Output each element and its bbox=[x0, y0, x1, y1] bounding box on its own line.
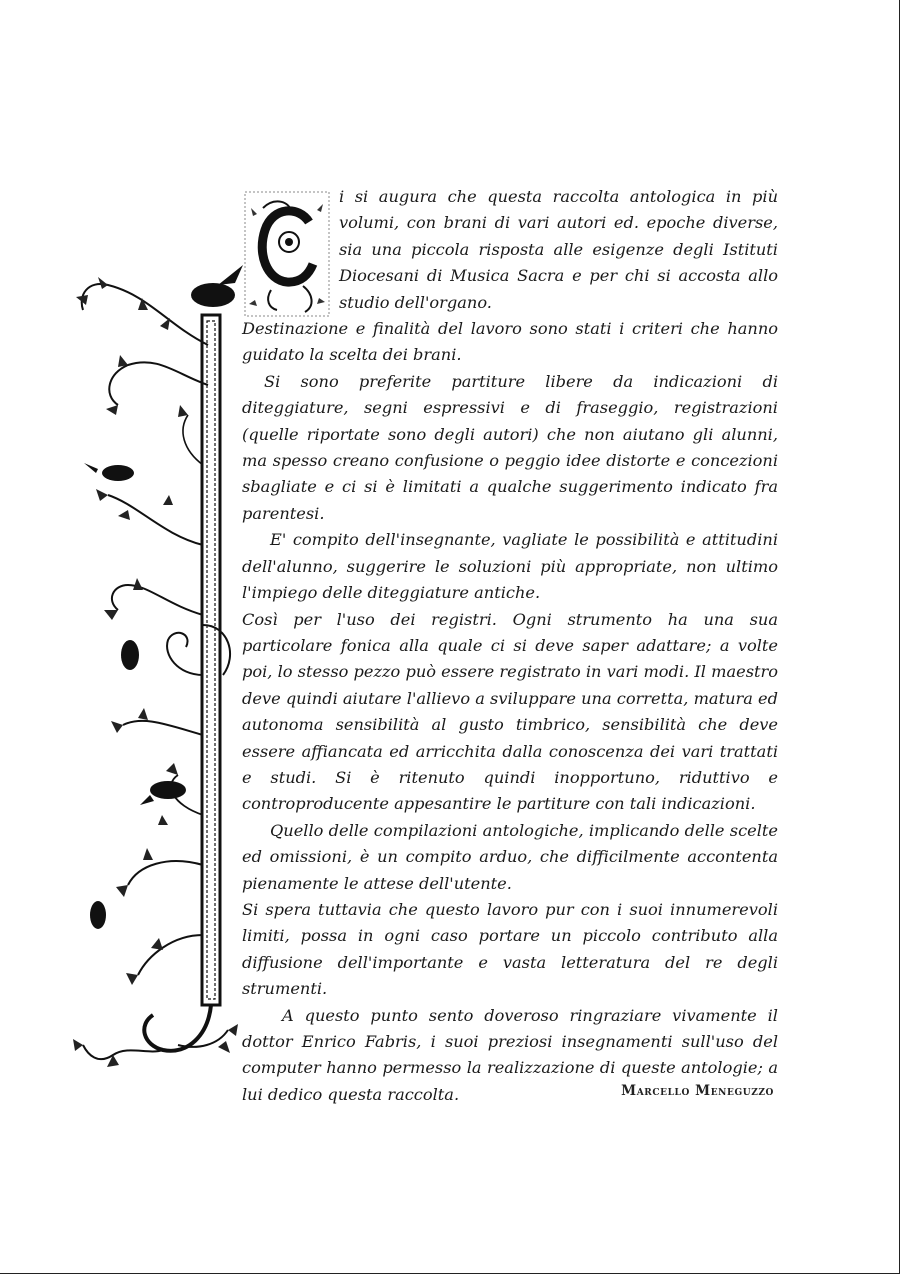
body-text bbox=[242, 184, 778, 1108]
paragraph-8: A questo punto sento doveroso ringraziare vivamente il dottor Enrico Fabris, i suoi preziosi insegnamenti sull'uso del computer hanno permesso la realizzazione di queste antologie; a lui dedico questa raccolta. bbox=[242, 1005, 778, 1104]
paragraph-4: E' compito dell'insegnante, vagliate le possibilità e attitudini dell'alunno, suggerire le soluzioni più appropriate, non ultimo l'impiego delle diteggiature antiche. bbox=[242, 530, 778, 603]
paragraph-3: Si sono preferite partiture libere da indicazioni di diteggiature, segni espressivi e di fraseggio, registrazioni (quelle riportate sono degli autori) che non aiutano gli alunni, ma spesso creano confusione o peggio idee distorte e concezioni sbagliate e ci si è limitati a qualche suggerimento indicato fra parentesi. bbox=[242, 371, 778, 523]
paragraph-7: Si spera tuttavia che questo lavoro pur con i suoi innumerevoli limiti, possa in ogni caso portare un piccolo contributo alla diffusione dell'importante e vasta letteratura del re degli strumenti. bbox=[242, 899, 778, 999]
initial-space bbox=[242, 184, 339, 312]
paragraph-6: Quello delle compilazioni antologiche, implicando delle scelte ed omissioni, è un compito arduo, che difficilmente accontenta pienamente le attese dell'utente. bbox=[242, 820, 778, 893]
vine-and-birds-border-icon bbox=[68, 255, 243, 1070]
paragraph-1: i si augura che questa raccolta antologica in più volumi, con brani di vari autori ed. epoche diverse, sia una piccola risposta alle esigenze degli Istituti Diocesani di Musica Sacra e per chi si accosta allo studio dell'organo. bbox=[339, 187, 778, 312]
paragraph-5: Così per l'uso dei registri. Ogni strumento ha una sua particolare fonica alla quale ci si deve saper adattare; a volte poi, lo stesso pezzo può essere registrato in vari modi. Il maestro deve quindi aiutare l'allievo a sviluppare una corretta, matura ed autonoma sensibilità al gusto timbrico, sensibilità che deve essere affiancata ed arricchita dalla conoscenza dei vari trattati e studi. Si è ritenuto quindi inopportuno, riduttivo e controproducente appesantire le partiture con tali indicazioni. bbox=[242, 609, 778, 814]
author-signature: Marcello Meneguzzo bbox=[621, 1083, 774, 1099]
paragraph-2: Destinazione e finalità del lavoro sono stati i criteri che hanno guidato la scelta dei brani. bbox=[242, 319, 778, 365]
